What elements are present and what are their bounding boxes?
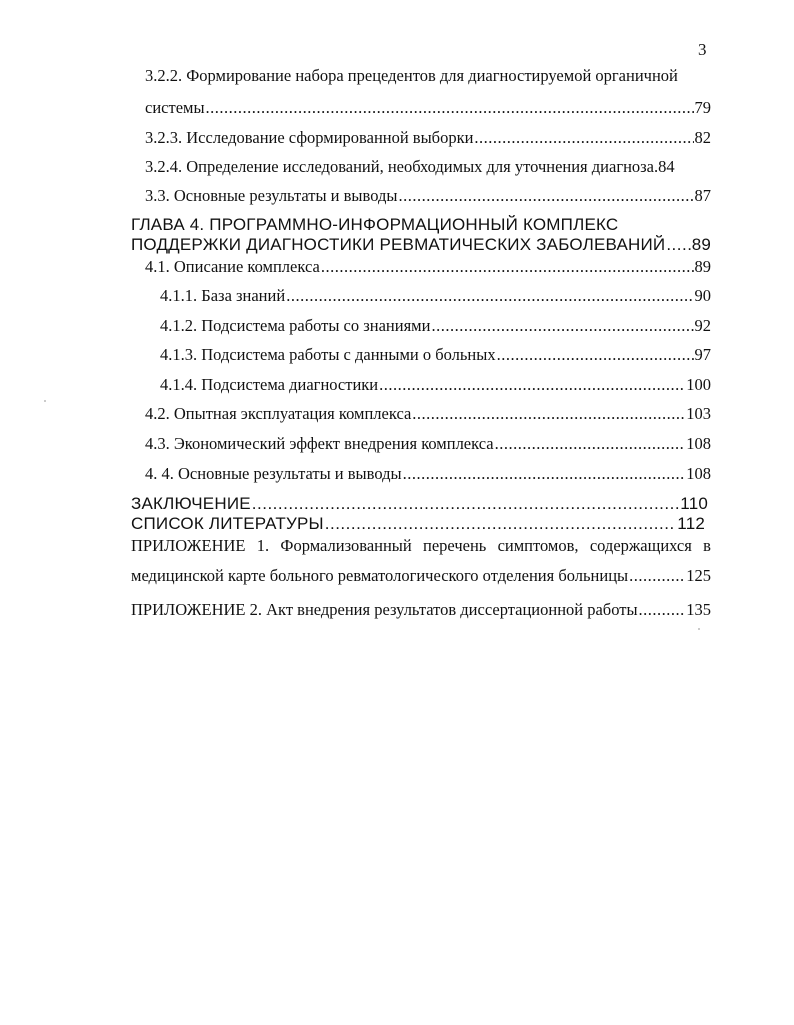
toc-page-number: 103 [686,404,711,423]
toc-page-number: 89 [691,235,711,254]
dot-leader [398,186,693,206]
toc-page-number: 90 [694,286,711,305]
toc-page-number: 87 [694,186,711,205]
toc-label: 3.2.3. Исследование сформированной выборки [145,128,474,147]
dot-leader [403,464,686,484]
toc-entry-4-1-2 [160,316,711,336]
toc-entry-appendix-1-line1 [131,536,711,556]
toc-page-number: 92 [694,316,711,335]
toc-word: Формализованный [280,536,412,555]
toc-label: 4.1.3. Подсистема работы с данными о больных [160,345,496,364]
toc-label: 4.2. Опытная эксплуатация комплекса [145,404,412,423]
toc-word: содержащихся [589,536,692,555]
toc-entry-4-1 [145,257,711,277]
dot-leader [412,404,685,424]
toc-word: перечень [423,536,487,555]
toc-page-number: 135 [686,600,711,619]
toc-label: ЗАКЛЮЧЕНИЕ [131,494,251,513]
dot-leader [497,345,694,365]
toc-entry-4-1-4 [160,375,711,395]
toc-label: 4.3. Экономический эффект внедрения комплекса [145,434,494,453]
toc-label: 3.2.4. Определение исследований, необходимых для уточнения диагноза. [145,157,659,176]
toc-label: 4. 4. Основные результаты и выводы [145,464,402,483]
dot-leader [252,494,680,514]
toc-label: 4.1.4. Подсистема диагностики [160,375,379,394]
dot-leader [325,514,677,534]
toc-page-number: 125 [686,566,711,585]
toc-page-number: 89 [694,257,711,276]
scan-speck [698,628,700,630]
toc-label: системы [145,98,205,117]
dot-leader [286,286,693,306]
toc-entry-3-3 [145,186,711,206]
toc-label: СПИСОК ЛИТЕРАТУРЫ [131,514,324,533]
toc-word: симптомов, [497,536,579,555]
toc-label: 3.3. Основные результаты и выводы [145,186,398,205]
dot-leader [495,434,686,454]
dot-leader [474,128,693,148]
toc-entry-3-2-4 [145,157,711,177]
toc-label: медицинской карте больного ревматологического отделения больницы [131,566,629,585]
dot-leader [206,98,694,118]
toc-entry-references [131,514,705,534]
toc-entry-4-3 [145,434,711,454]
page-number: 3 [698,40,707,59]
toc-entry-4-4 [145,464,711,484]
dot-leader [629,566,685,586]
toc-page-number: 84 [658,157,675,176]
toc-entry-3-2-2-line1: 3.2.2. Формирование набора прецедентов для диагностируемой органичной [145,66,678,85]
toc-page-number: 112 [677,514,705,533]
toc-chapter-4-line1: ГЛАВА 4. ПРОГРАММНО-ИНФОРМАЦИОННЫЙ КОМПЛЕКС [131,215,619,234]
toc-word: 1. [256,536,270,555]
toc-page-number: 108 [686,434,711,453]
toc-page-number: 110 [680,494,708,513]
toc-chapter-4-line2 [131,235,711,255]
dot-leader [666,235,690,255]
toc-label: ПРИЛОЖЕНИЕ 2. Акт внедрения результатов диссертационной работы [131,600,638,619]
toc-entry-3-2-2-line2 [145,98,711,118]
toc-word: в [703,536,711,555]
toc-page-number: 79 [694,98,711,117]
dot-leader [431,316,693,336]
scan-speck [44,400,46,402]
toc-label: 4.1.2. Подсистема работы со знаниями [160,316,431,335]
toc-entry-conclusion [131,494,708,514]
toc-entry-4-1-1 [160,286,711,306]
toc-word: ПРИЛОЖЕНИЕ [131,536,246,555]
toc-page-number: 108 [686,464,711,483]
dot-leader [321,257,694,277]
toc-entry-4-1-3 [160,345,711,365]
toc-entry-4-2 [145,404,711,424]
toc-label: 4.1.1. База знаний [160,286,286,305]
toc-page-number: 97 [694,345,711,364]
dot-leader [639,600,686,620]
toc-entry-appendix-2 [131,600,711,620]
toc-page-number: 82 [694,128,711,147]
toc-page-number: 100 [686,375,711,394]
toc-label: 4.1. Описание комплекса [145,257,320,276]
toc-label: ПОДДЕРЖКИ ДИАГНОСТИКИ РЕВМАТИЧЕСКИХ ЗАБОЛЕВАНИЙ [131,235,666,254]
toc-entry-appendix-1-line2 [131,566,711,586]
toc-entry-3-2-3 [145,128,711,148]
dot-leader [379,375,685,395]
